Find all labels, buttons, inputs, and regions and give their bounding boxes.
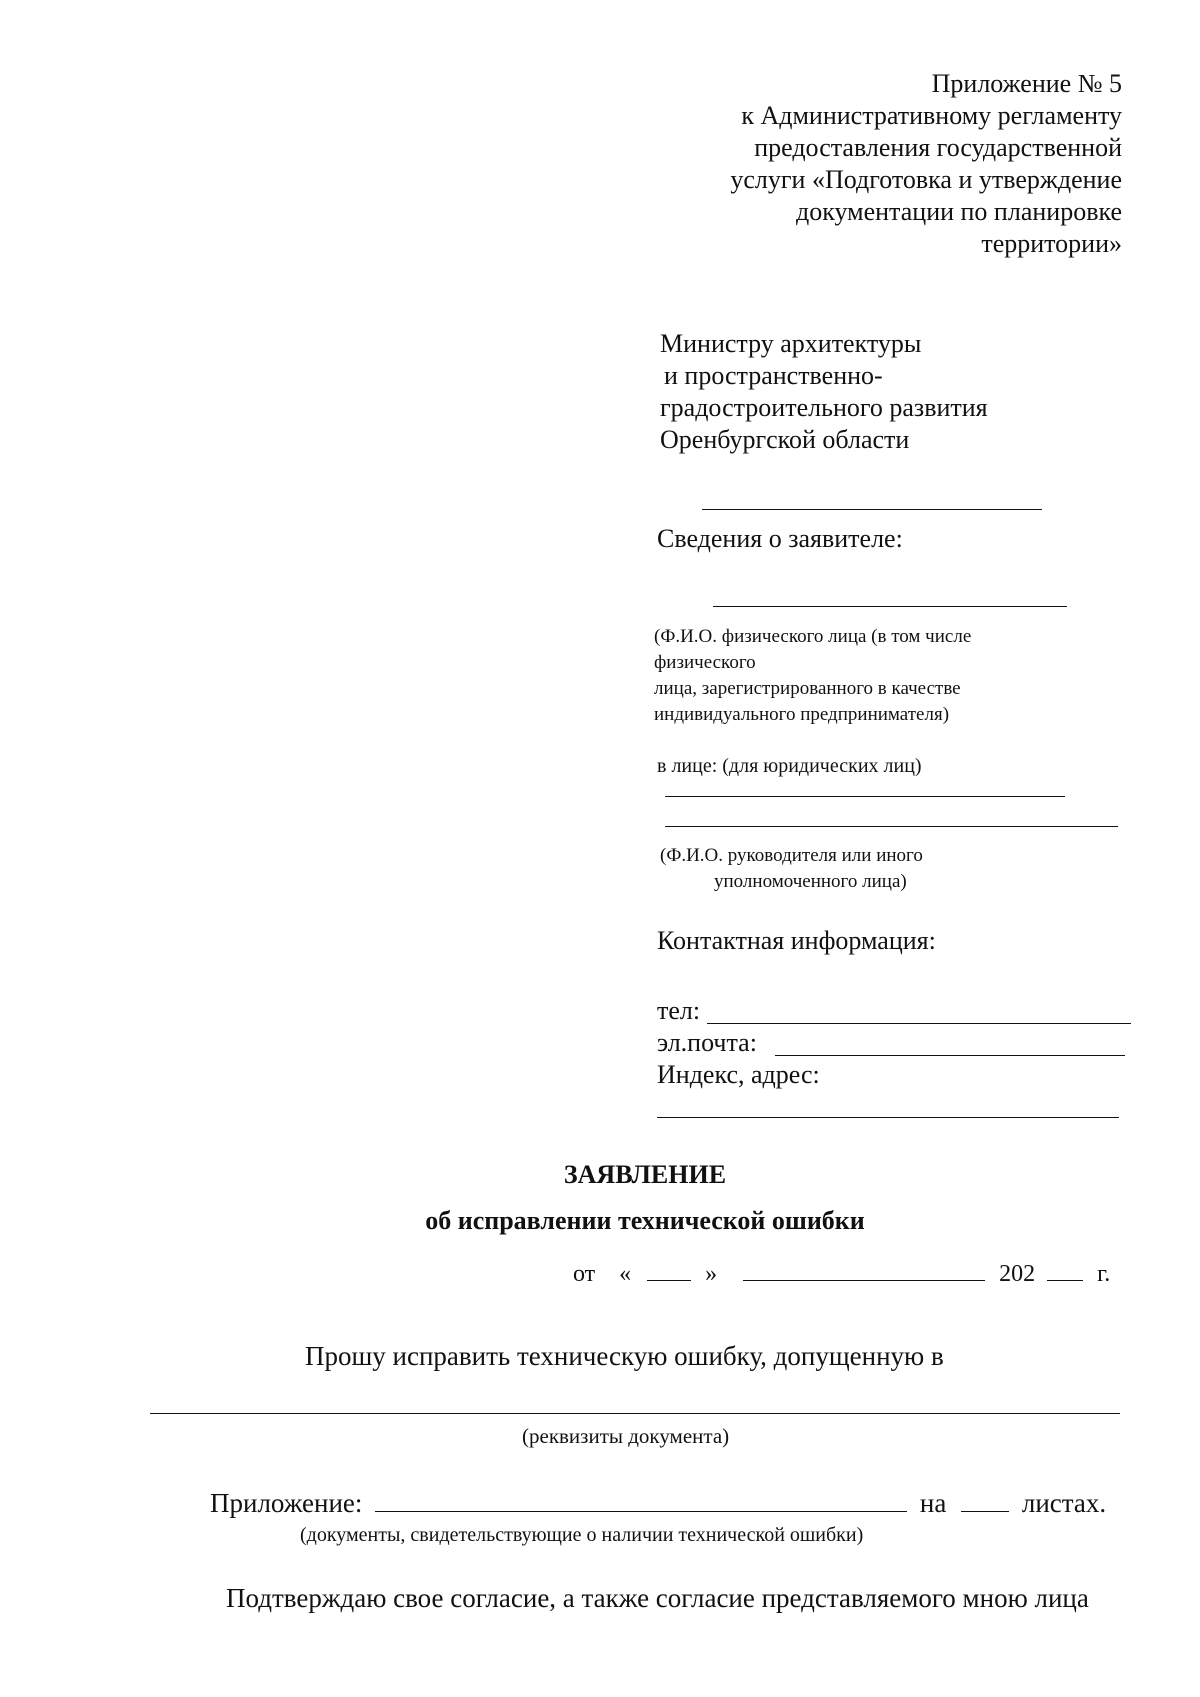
attachment-label: Приложение: — [210, 1488, 363, 1518]
year-prefix: 202 — [999, 1261, 1036, 1287]
sheets-label: листах. — [1021, 1488, 1107, 1518]
attachment-note: (документы, свидетельствующие о наличии технической ошибки) — [300, 1524, 864, 1546]
recipient-line: и пространственно- — [664, 361, 883, 390]
quote-close: » — [705, 1261, 718, 1287]
document-details-note: (реквизиты документа) — [522, 1424, 730, 1448]
year-field[interactable] — [1047, 1258, 1083, 1281]
on-label: на — [919, 1488, 947, 1518]
address-field[interactable] — [657, 1117, 1119, 1118]
attachment-field[interactable] — [375, 1489, 907, 1512]
annex-line: Приложение № 5 — [931, 69, 1122, 98]
statement-title: ЗАЯВЛЕНИЕ — [563, 1160, 727, 1189]
individual-note — [654, 624, 971, 728]
day-field[interactable] — [647, 1258, 691, 1281]
recipient-name-line[interactable] — [702, 509, 1042, 510]
date-row — [573, 1258, 1110, 1288]
year-suffix: г. — [1097, 1261, 1111, 1287]
email-label: эл.почта: — [657, 1028, 757, 1057]
note-line: лица, зарегистрированного в качестве — [654, 678, 961, 699]
contacts-heading: Контактная информация: — [657, 926, 936, 955]
note-line: (Ф.И.О. физического лица (в том числе — [654, 626, 972, 647]
note-line: (Ф.И.О. руководителя или иного — [660, 845, 923, 866]
legal-entity-label: в лице: (для юридических лиц) — [657, 755, 922, 777]
recipient-line: Оренбургской области — [660, 425, 910, 454]
annex-line: документации по планировке — [796, 197, 1122, 226]
quote-open: « — [619, 1261, 632, 1287]
note-line: физического — [654, 652, 756, 673]
head-note — [660, 843, 923, 895]
legal-entity-line-2[interactable] — [665, 826, 1118, 827]
email-field[interactable] — [775, 1055, 1125, 1056]
annex-header — [602, 68, 1122, 260]
recipient-line: Министру архитектуры — [660, 329, 922, 358]
note-line: индивидуального предпринимателя) — [654, 704, 950, 725]
phone-field[interactable] — [707, 1023, 1131, 1024]
annex-line: услуги «Подготовка и утверждение — [730, 165, 1122, 194]
consent-text: Подтверждаю свое согласие, а также согласие представляемого мною лица — [226, 1583, 1089, 1613]
sheet-count-field[interactable] — [961, 1489, 1009, 1512]
attachment-row — [210, 1488, 1106, 1519]
annex-line: к Административному регламенту — [741, 101, 1122, 130]
document-details-field[interactable] — [150, 1413, 1120, 1414]
request-text: Прошу исправить техническую ошибку, допущенную в — [305, 1341, 944, 1371]
recipient-block — [660, 328, 988, 456]
annex-line: территории» — [981, 229, 1122, 258]
address-label: Индекс, адрес: — [657, 1060, 820, 1089]
annex-line: предоставления государственной — [754, 133, 1122, 162]
month-field[interactable] — [743, 1258, 985, 1281]
legal-entity-line-1[interactable] — [665, 796, 1065, 797]
applicant-heading: Сведения о заявителе: — [657, 524, 903, 553]
note-line: уполномоченного лица) — [714, 871, 907, 892]
recipient-line: градостроительного развития — [660, 393, 988, 422]
statement-subtitle: об исправлении технической ошибки — [425, 1206, 865, 1235]
applicant-name-line[interactable] — [713, 606, 1067, 607]
date-from: от — [573, 1261, 596, 1287]
phone-label: тел: — [657, 996, 701, 1025]
